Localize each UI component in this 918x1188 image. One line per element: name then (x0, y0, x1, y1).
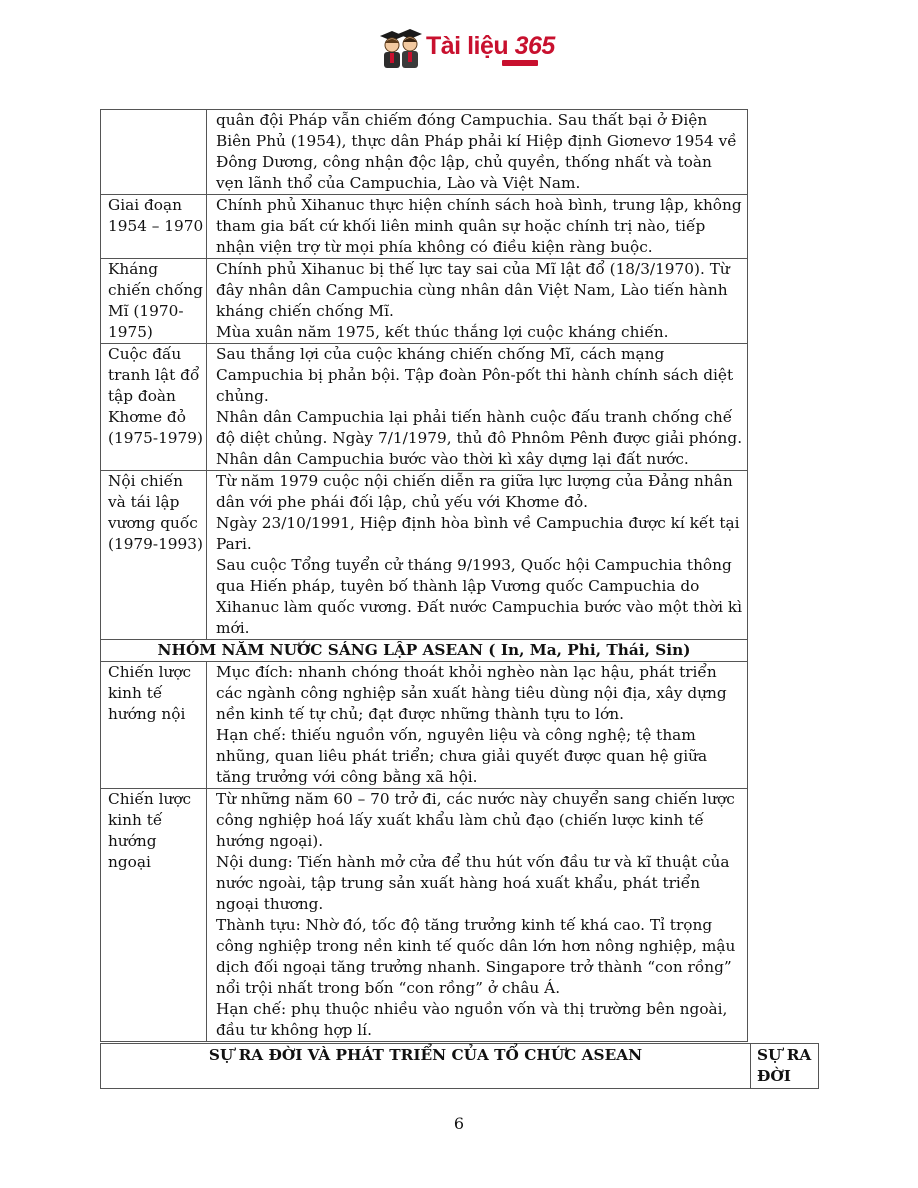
content-paragraph: Mùa xuân năm 1975, kết thúc thắng lợi cuộc kháng chiến. (216, 323, 669, 341)
table-row (101, 259, 748, 344)
asean-heading-table (100, 1043, 819, 1089)
content-paragraph: Chính phủ Xihanuc thực hiện chính sách hoà bình, trung lập, không tham gia bất cứ khối liên minh quân sự hoặc chính trị nào, tiếp nhận viện trợ từ mọi phía không có điều kiện ràng buộc. (216, 196, 742, 256)
students-mascot-icon (378, 26, 424, 72)
table-row (101, 1044, 819, 1089)
content-cell (207, 195, 748, 259)
content-paragraph: Thành tựu: Nhờ đó, tốc độ tăng trưởng kinh tế khá cao. Tỉ trọng công nghiệp trong nền kinh tế quốc dân lớn hơn nông nghiệp, mậu dịch đối ngoại tăng trưởng nhanh. Singapore trở thành “con rồng” nổi trội nhất trong bốn “con rồng” ở châu Á. (216, 916, 736, 997)
logo-text: Tài liệu 365 (426, 32, 555, 60)
period-cell: Kháng chiến chống Mĩ (1970-1975) (101, 259, 207, 344)
period-cell: Chiến lược kinh tế hướng ngoại (101, 789, 207, 1042)
content-paragraph: Hạn chế: thiếu nguồn vốn, nguyên liệu và công nghệ; tệ tham nhũng, quan liêu phát triển; chưa giải quyết được quan hệ giữa tăng trưởng với công bằng xã hội. (216, 726, 708, 786)
section-heading-row (101, 640, 748, 662)
period-cell: Chiến lược kinh tế hướng nội (101, 662, 207, 789)
side-label: SỰ RA ĐỜI (751, 1044, 819, 1089)
content-cell (207, 344, 748, 471)
asean-section-heading: SỰ RA ĐỜI VÀ PHÁT TRIỂN CỦA TỔ CHỨC ASEAN (101, 1044, 751, 1089)
content-cell (207, 789, 748, 1042)
table-row (101, 195, 748, 259)
content-cell (207, 110, 748, 195)
table-row (101, 662, 748, 789)
period-cell: Nội chiến và tái lập vương quốc (1979-1993) (101, 471, 207, 640)
content-paragraph: quân đội Pháp vẫn chiếm đóng Campuchia. Sau thất bại ở Điện Biên Phủ (1954), thực dân Pháp phải kí Hiệp định Giơnevơ 1954 về Đông Dương, công nhận độc lập, chủ quyền, thống nhất và toàn vẹn lãnh thổ của Campuchia, Lào và Việt Nam. (216, 111, 737, 192)
period-cell: Cuộc đấu tranh lật đổ tập đoàn Khơme đỏ (1975-1979) (101, 344, 207, 471)
logo-tagline-bar (502, 60, 538, 66)
content-paragraph: Mục đích: nhanh chóng thoát khỏi nghèo nàn lạc hậu, phát triển các ngành công nghiệp sản xuất hàng tiêu dùng nội địa, xây dựng nền kinh tế tự chủ; đạt được những thành tựu to lớn. (216, 663, 727, 723)
content-cell (207, 471, 748, 640)
period-cell: Giai đoạn 1954 – 1970 (101, 195, 207, 259)
content-paragraph: Sau cuộc Tổng tuyển cử tháng 9/1993, Quốc hội Campuchia thông qua Hiến pháp, tuyên bố thành lập Vương quốc Campuchia do Xihanuc làm quốc vương. Đất nước Campuchia bước vào một thời kì mới. (216, 556, 743, 637)
table-row (101, 110, 748, 195)
content-paragraph: Nội dung: Tiến hành mở cửa để thu hút vốn đầu tư và kĩ thuật của nước ngoài, tập trung sản xuất hàng hoá xuất khẩu, phát triển ngoại thương. (216, 853, 730, 913)
content-cell (207, 662, 748, 789)
history-table (100, 109, 748, 1042)
content-paragraph: Hạn chế: phụ thuộc nhiều vào nguồn vốn và thị trường bên ngoài, đầu tư không hợp lí. (216, 1000, 728, 1039)
table-row (101, 471, 748, 640)
table-row (101, 789, 748, 1042)
content-paragraph: Từ năm 1979 cuộc nội chiến diễn ra giữa lực lượng của Đảng nhân dân với phe phái đối lập, chủ yếu với Khơme đỏ. (216, 472, 733, 511)
period-cell (101, 110, 207, 195)
content-paragraph: Chính phủ Xihanuc bị thế lực tay sai của Mĩ lật đổ (18/3/1970). Từ đây nhân dân Campuchia cùng nhân dân Việt Nam, Lào tiến hành kháng chiến chống Mĩ. (216, 260, 730, 320)
content-paragraph: Nhân dân Campuchia lại phải tiến hành cuộc đấu tranh chống chế độ diệt chủng. Ngày 7/1/1979, thủ đô Phnôm Pênh được giải phóng. Nhân dân Campuchia bước vào thời kì xây dựng lại đất nước. (216, 408, 743, 468)
content-paragraph: Sau thắng lợi của cuộc kháng chiến chống Mĩ, cách mạng Campuchia bị phản bội. Tập đoàn Pôn-pốt thi hành chính sách diệt chủng. (216, 345, 734, 405)
content-paragraph: Từ những năm 60 – 70 trở đi, các nước này chuyển sang chiến lược công nghiệp hoá lấy xuất khẩu làm chủ đạo (chiến lược kinh tế hướng ngoại). (216, 790, 735, 850)
content-paragraph: Ngày 23/10/1991, Hiệp định hòa bình về Campuchia được kí kết tại Pari. (216, 514, 740, 553)
content-cell (207, 259, 748, 344)
table-row (101, 344, 748, 471)
page-number: 6 (453, 1114, 465, 1133)
section-heading: NHÓM NĂM NƯỚC SÁNG LẬP ASEAN ( In, Ma, Phi, Thái, Sin) (101, 640, 748, 662)
site-logo (378, 26, 555, 72)
